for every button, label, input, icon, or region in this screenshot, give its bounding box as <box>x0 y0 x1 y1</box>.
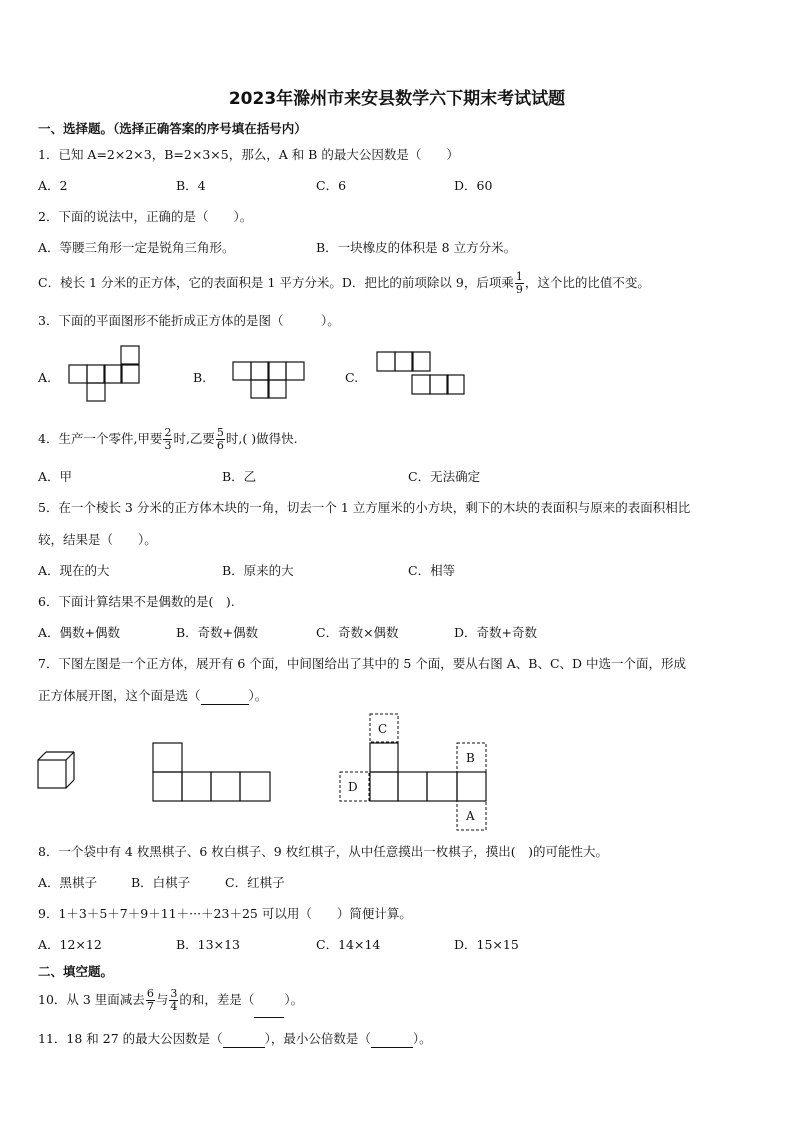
q11-text-1: 11．18 和 27 的最大公因数是（ <box>38 1031 223 1046</box>
q10-stem <box>38 983 303 1018</box>
q6-option-b: B．奇数+偶数 <box>176 625 259 640</box>
q10-fraction-2 <box>169 988 178 1013</box>
q7-stem-line-1: 7．下图左图是一个正方体，展开有 6 个面，中间图给出了其中的 5 个面，要从右图 A、B、C、D 中选一个面，形成 <box>38 656 687 671</box>
q3-label-c: C. <box>345 370 359 385</box>
q4-option-b: B．乙 <box>222 469 257 484</box>
q4-text-2: 时,乙要 <box>173 431 215 446</box>
q4-option-c: C．无法确定 <box>408 469 481 484</box>
q7-face-d-label[interactable]: D <box>348 780 358 794</box>
q2-fraction-numerator: 1 <box>515 270 523 283</box>
section-one-heading: 一、选择题。（选择正确答案的序号填在括号内） <box>38 121 307 136</box>
q7-stem-line-2-end: ）。 <box>248 688 268 703</box>
q9-option-c: C．14×14 <box>316 937 381 952</box>
q6-option-d: D．奇数+奇数 <box>454 625 537 640</box>
q2-option-cd-text: C．棱长 1 分米的正方体，它的表面积是 1 平方分米。D．把比的前项除以 9，后项乘 <box>38 275 514 290</box>
q4-text-1: 4．生产一个零件,甲要 <box>38 431 163 446</box>
q4-fraction-1-denominator: 3 <box>164 439 172 452</box>
q5-option-c: C．相等 <box>408 563 456 578</box>
q2-option-b: B．一块橡皮的体积是 8 立方分米。 <box>316 240 517 255</box>
q1-option-d: D．60 <box>454 178 493 193</box>
q8-option-a: A．黑棋子 <box>38 875 98 890</box>
q10-fraction-2-denominator: 4 <box>170 1000 178 1013</box>
q11-text-end: ）。 <box>412 1031 432 1046</box>
q1-option-a: A．2 <box>38 178 68 193</box>
q2-stem: 2．下面的说法中，正确的是（ ）。 <box>38 209 253 224</box>
page-title: 2023年滁州市来安县数学六下期末考试试题 <box>228 89 566 109</box>
q4-fraction-2-numerator: 5 <box>216 426 224 439</box>
q8-stem: 8．一个袋中有 4 枚黑棋子、6 枚白棋子、9 枚红棋子，从中任意摸出一枚棋子，摸出( )的可能性大。 <box>38 844 608 859</box>
q1-option-b: B．4 <box>176 178 206 193</box>
q11-stem <box>38 1031 432 1048</box>
q11-text-2: ），最小公倍数是（ <box>264 1031 371 1046</box>
q10-answer-blank[interactable] <box>254 983 284 1018</box>
q11-gcf-blank[interactable] <box>223 1031 265 1048</box>
q8-option-b: B．白棋子 <box>131 875 191 890</box>
q7-face-c-label[interactable]: C <box>378 722 388 736</box>
q10-fraction-2-numerator: 3 <box>170 987 178 1000</box>
q7-face-a-label[interactable]: A <box>466 809 475 823</box>
q1-stem: 1．已知 A=2×2×3，B=2×3×5，那么，A 和 B 的最大公因数是（ ） <box>38 147 459 162</box>
q3-label-a: A. <box>38 370 52 385</box>
q5-option-a: A．现在的大 <box>38 563 110 578</box>
q9-option-b: B．13×13 <box>176 937 240 952</box>
q6-stem: 6．下面计算结果不是偶数的是( ). <box>38 594 235 609</box>
q11-lcm-blank[interactable] <box>371 1031 413 1048</box>
q10-text-end: ）。 <box>284 992 304 1007</box>
q7-cube-figure <box>38 752 74 788</box>
q2-option-a: A．等腰三角形一定是锐角三角形。 <box>38 240 235 255</box>
q5-stem-line-2: 较，结果是（ ）。 <box>38 532 157 547</box>
q9-option-d: D．15×15 <box>454 937 519 952</box>
q1-option-c: C．6 <box>316 178 347 193</box>
q4-fraction-1-numerator: 2 <box>164 426 172 439</box>
q9-stem: 9．1＋3＋5＋7＋9＋11＋···＋23＋25 可以用（ ）简便计算。 <box>38 906 412 921</box>
q6-option-a: A．偶数+偶数 <box>38 625 121 640</box>
q6-option-c: C．奇数×偶数 <box>316 625 399 640</box>
q10-text-1: 10．从 3 里面减去 <box>38 992 145 1007</box>
q5-stem-line-1: 5．在一个棱长 3 分米的正方体木块的一角，切去一个 1 立方厘米的小方块，剩下的木块的表面积与原来的表面积相比 <box>38 500 691 515</box>
q3-label-b: B. <box>193 370 207 385</box>
q9-option-a: A．12×12 <box>38 937 102 952</box>
q10-text-3: 的和，差是（ <box>179 992 255 1007</box>
q8-option-c: C．红棋子 <box>225 875 285 890</box>
q7-right-net <box>340 714 486 830</box>
q10-fraction-1-denominator: 7 <box>146 1000 154 1013</box>
section-two-heading: 二、填空题。 <box>38 964 114 979</box>
q2-option-cd-tail: ，这个比的比值不变。 <box>524 275 650 290</box>
q7-face-b-label[interactable]: B <box>466 751 475 765</box>
q4-fraction-2-denominator: 6 <box>216 439 224 452</box>
q4-text-3: 时,( )做得快. <box>225 431 298 446</box>
q10-text-2: 与 <box>155 992 169 1007</box>
q7-stem-line-2-text: 正方体展开图，这个面是选（ <box>38 688 201 703</box>
q10-fraction-1 <box>146 988 155 1013</box>
q7-middle-net <box>153 743 270 801</box>
q5-option-b: B．原来的大 <box>222 563 294 578</box>
q3-stem: 3．下面的平面图形不能折成正方体的是图（ ）。 <box>38 313 340 328</box>
q2-fraction-denominator: 9 <box>515 283 523 296</box>
q4-option-a: A．甲 <box>38 469 73 484</box>
q10-fraction-1-numerator: 6 <box>146 987 154 1000</box>
